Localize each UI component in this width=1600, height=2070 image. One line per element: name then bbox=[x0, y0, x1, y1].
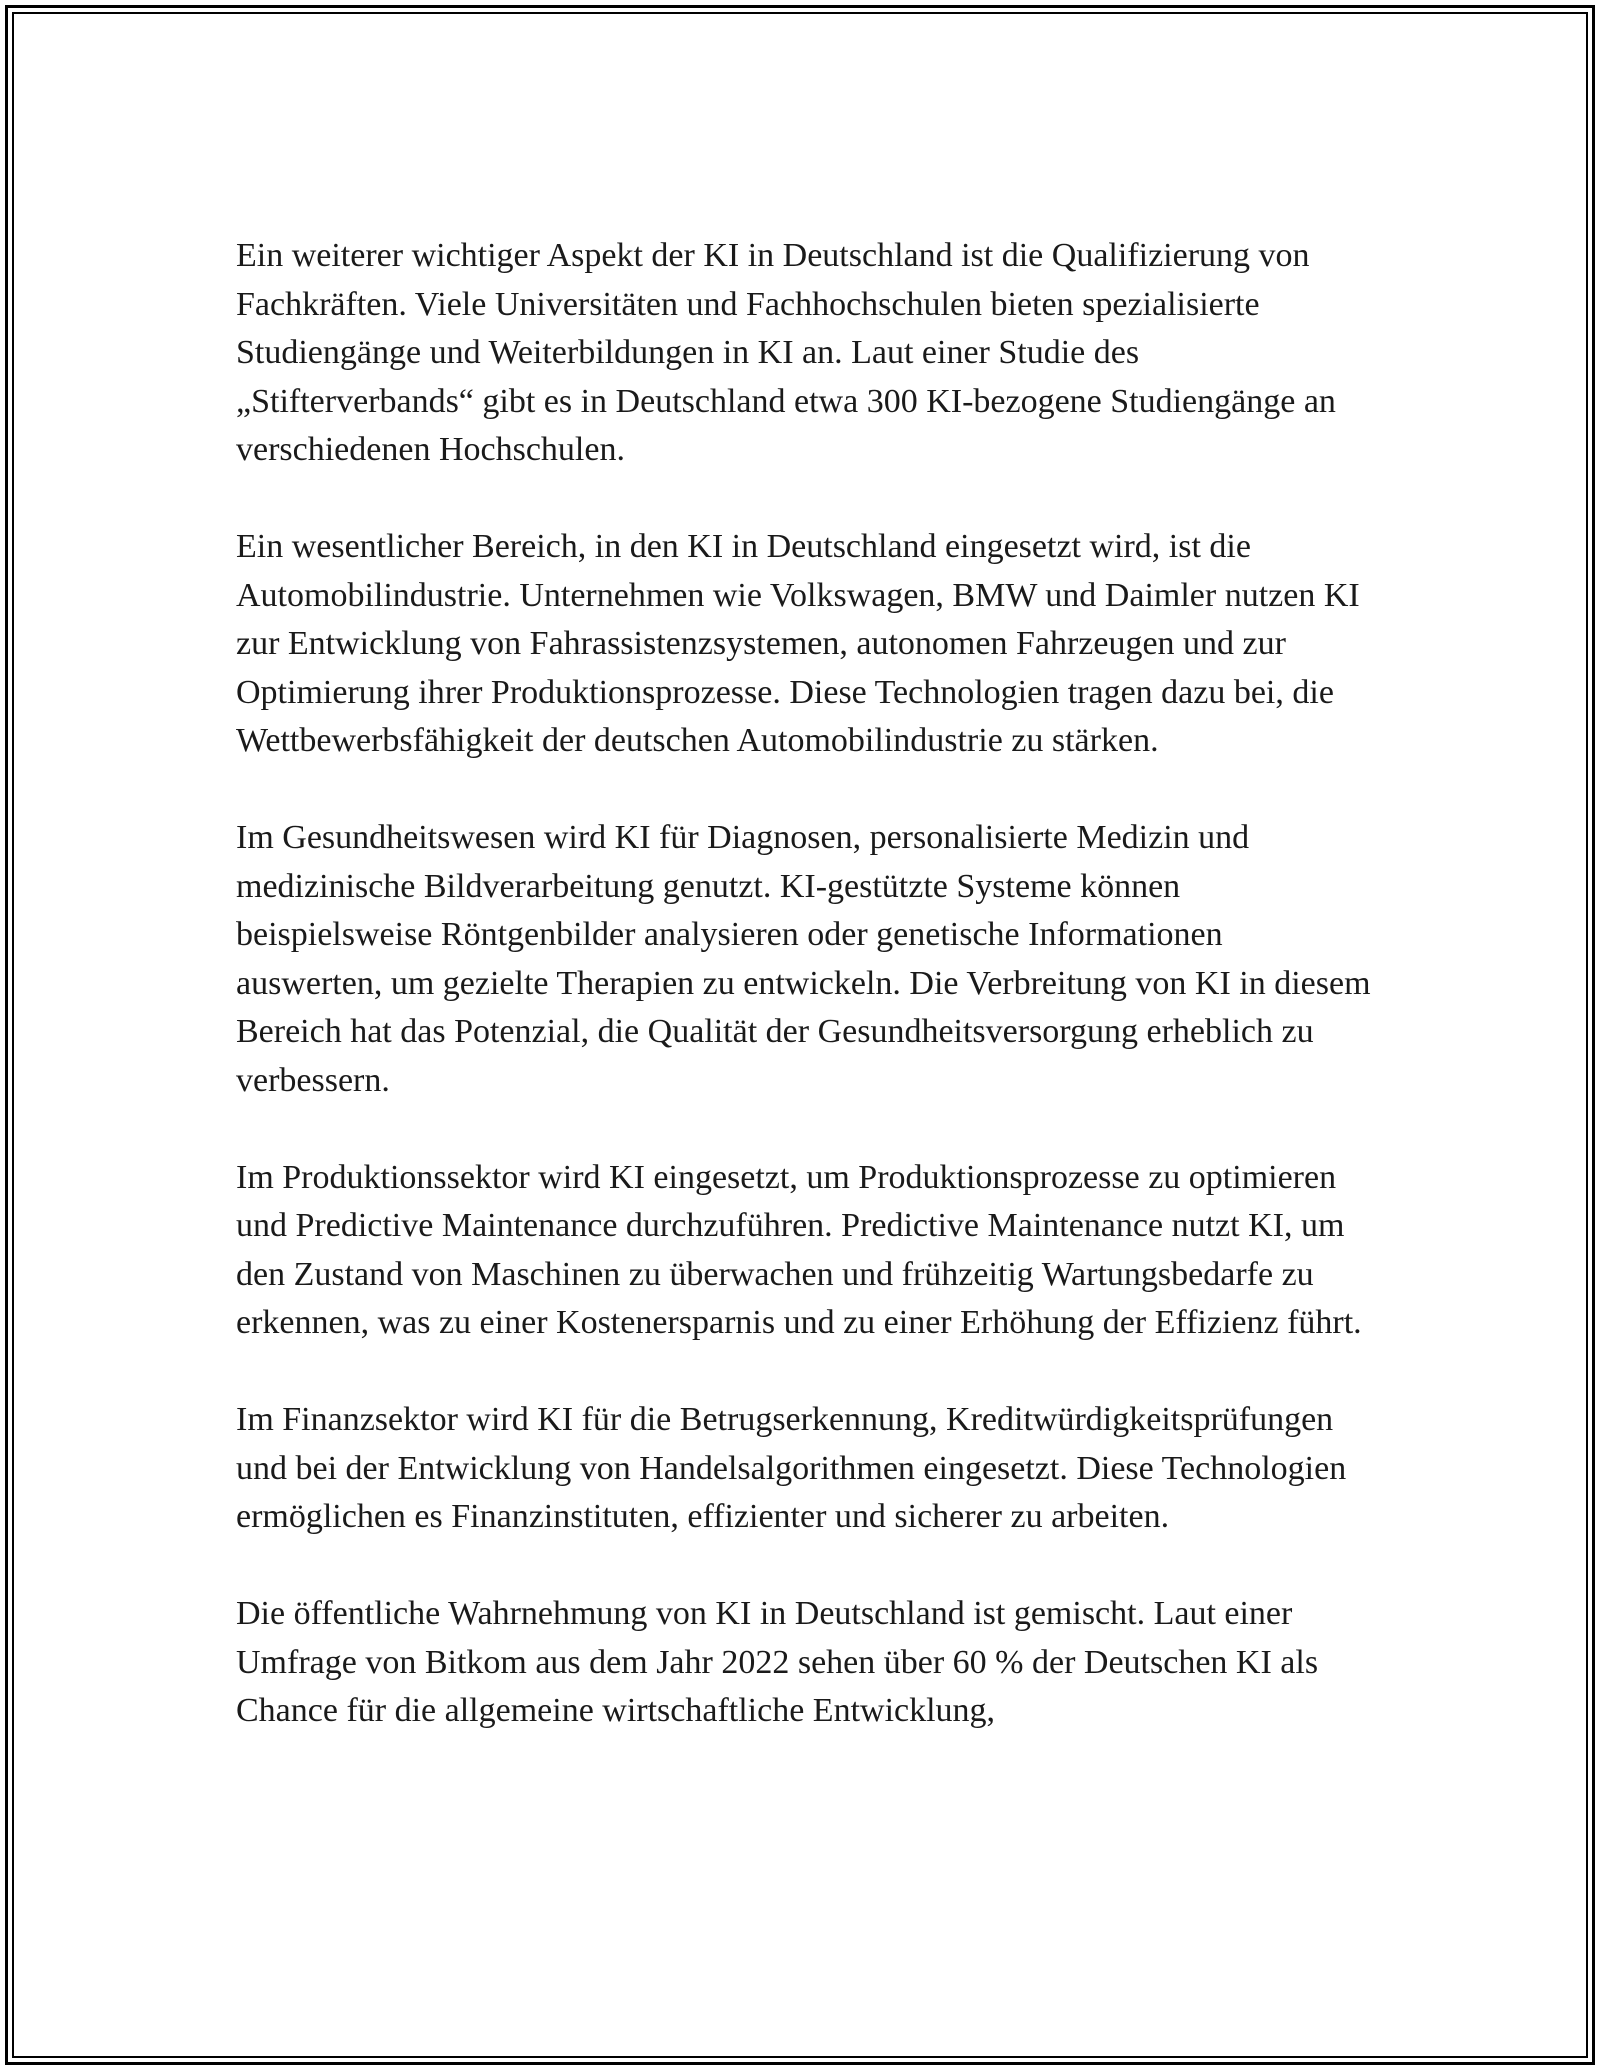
paragraph-automobilindustrie: Ein wesentlicher Bereich, in den KI in Deutschland eingesetzt wird, ist die Automobilindustrie. Unternehmen wie Volkswagen, BMW und Daimler nutzen KI zur Entwicklung von Fahrassistenzsystemen, autonomen Fahrzeugen und zur Optimierung ihrer Produktionsprozesse. Diese Technologien tragen dazu bei, die Wettbewerbsfähigkeit der deutschen Automobilindustrie zu stärken. bbox=[236, 528, 1360, 759]
paragraph-gesundheitswesen: Im Gesundheitswesen wird KI für Diagnosen, personalisierte Medizin und medizinische Bildverarbeitung genutzt. KI-gestützte Systeme können beispielsweise Röntgenbilder analysieren oder genetische Informationen auswerten, um gezielte Therapien zu entwickeln. Die Verbreitung von KI in diesem Bereich hat das Potenzial, die Qualität der Gesundheitsversorgung erheblich zu verbessern. bbox=[236, 819, 1371, 1099]
paragraph-wahrnehmung: Die öffentliche Wahrnehmung von KI in Deutschland ist gemischt. Laut einer Umfrage von Bitkom aus dem Jahr 2022 sehen über 60 % der Deutschen KI als Chance für die allgemeine wirtschaftliche Entwicklung, bbox=[236, 1595, 1319, 1729]
document-body bbox=[236, 232, 1376, 1784]
paragraph-finanzsektor: Im Finanzsektor wird KI für die Betrugserkennung, Kreditwürdigkeitsprüfungen und bei der Entwicklung von Handelsalgorithmen eingesetzt. Diese Technologien ermöglichen es Finanzinstituten, effizienter und sicherer zu arbeiten. bbox=[236, 1401, 1347, 1535]
paragraph-produktionssektor: Im Produktionssektor wird KI eingesetzt, um Produktionsprozesse zu optimieren und Predictive Maintenance durchzuführen. Predictive Maintenance nutzt KI, um den Zustand von Maschinen zu überwachen und frühzeitig Wartungsbedarfe zu erkennen, was zu einer Kostenersparnis und zu einer Erhöhung der Effizienz führt. bbox=[236, 1158, 1362, 1341]
paragraph-qualifizierung: Ein weiterer wichtiger Aspekt der KI in Deutschland ist die Qualifizierung von Fachkräften. Viele Universitäten und Fachhochschulen bieten spezialisierte Studiengänge und Weiterbildungen in KI an. Laut einer Studie des „Stifterverbands“ gibt es in Deutschland etwa 300 KI-bezogene Studiengänge an verschiedenen Hochschulen. bbox=[236, 237, 1336, 468]
